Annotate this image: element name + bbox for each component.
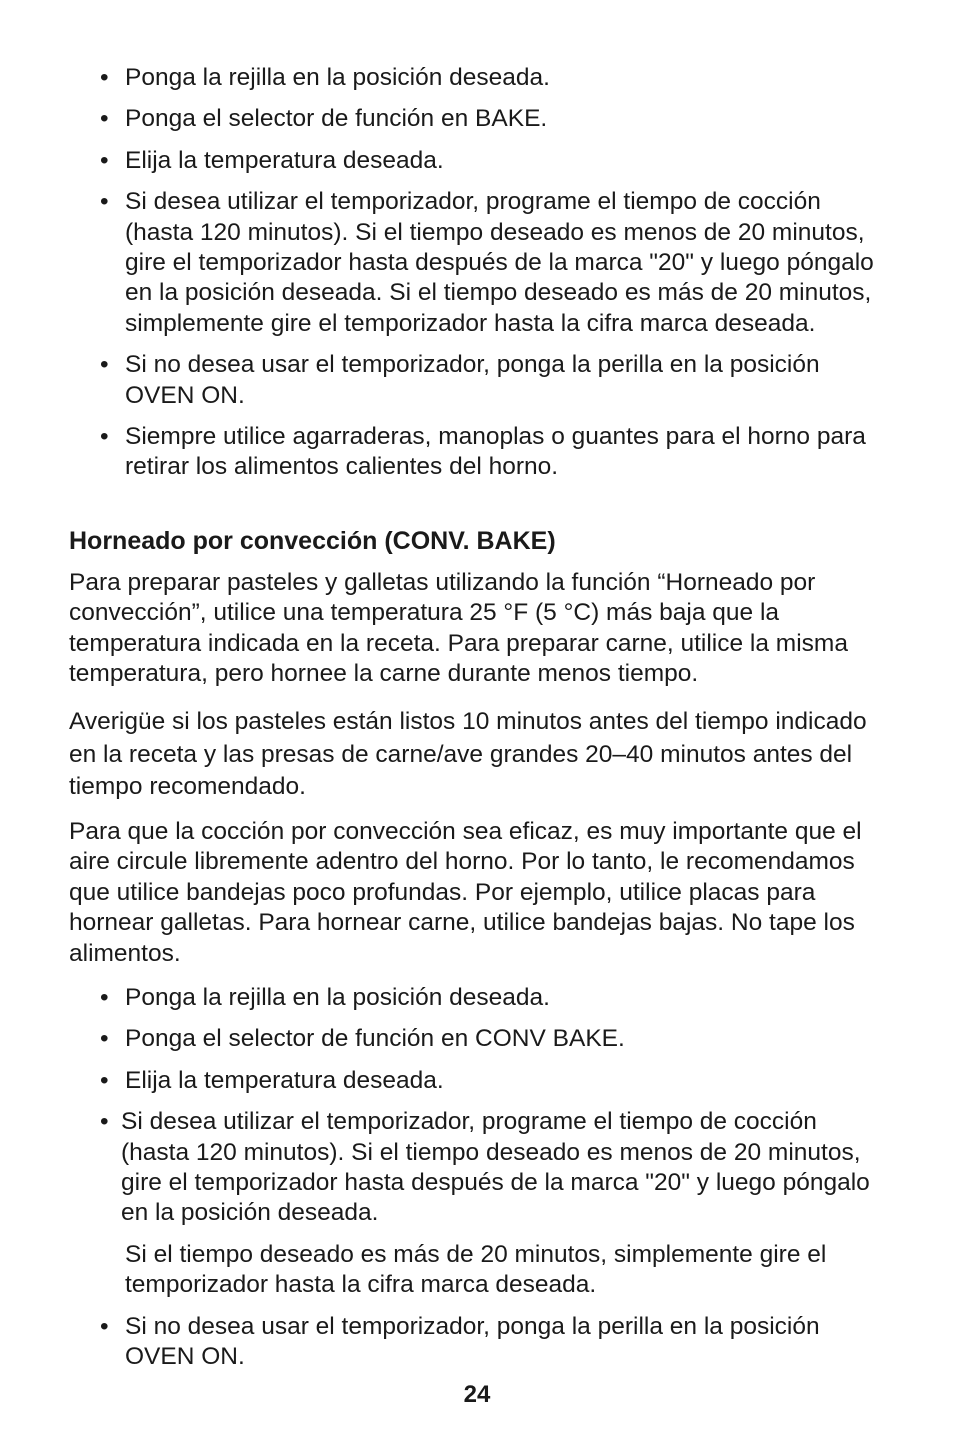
bullet: • [100,146,109,174]
list-item-text: Si no desea usar el temporizador, ponga la perilla en la posición OVEN ON. [125,351,820,409]
list-item [70,146,890,176]
paragraph: Para preparar pasteles y galletas utilizando la función “Horneado por convección”, utilice una temperatura 25 °F (5 °C) más baja que la temperatura indicada en la receta. Para preparar carne, utilice la misma temperatura, pero hornee la carne durante menos tiempo. [69,569,848,688]
list-item-text: Ponga el selector de función en BAKE. [125,105,548,133]
bake-steps-list [70,63,890,494]
bullet: • [100,351,109,379]
list-item-text: Siempre utilice agarraderas, manoplas o guantes para el horno para retirar los alimentos calientes del horno. [125,423,866,481]
list-item [70,104,890,134]
list-item [70,350,890,411]
bullet: • [100,1108,109,1136]
bullet: • [100,188,109,216]
bullet: • [100,1066,109,1094]
list-item-text: Elija la temperatura deseada. [125,1066,444,1094]
section-heading: Horneado por convección (CONV. BAKE) [69,527,556,555]
conv-bake-steps-list [70,983,890,1383]
list-item-text: Si no desea usar el temporizador, ponga la perilla en la posición OVEN ON. [125,1312,820,1371]
paragraph: Averigüe si los pasteles están listos 10 minutos antes del tiempo indicado en la receta y las presas de carne/ave grandes 20–40 minutos antes del tiempo recomendado. [69,708,867,800]
bullet: • [100,64,109,91]
bullet: • [100,984,109,1011]
bullet: • [100,105,109,133]
list-item-text: Ponga la rejilla en la posición deseada. [125,64,550,91]
list-item-text: Ponga la rejilla en la posición deseada. [125,984,550,1011]
bullet: • [100,1312,109,1340]
bullet: • [100,1025,109,1053]
list-item [70,1066,890,1096]
list-item [70,187,890,339]
list-item [70,63,890,93]
bullet: • [100,423,109,451]
list-item [70,1107,890,1300]
list-item-text: Elija la temperatura deseada. [125,146,444,174]
list-item-text: Si desea utilizar el temporizador, programe el tiempo de cocción (hasta 120 minutos). Si el tiempo deseado es menos de 20 minutos, gire el temporizador hasta después de la marca "20" y luego póngalo en la posición deseada. [121,1108,870,1227]
paragraph: Para que la cocción por convección sea eficaz, es muy importante que el aire circule libremente adentro del horno. Por lo tanto, le recomendamos que utilice bandejas poco profundas. Por ejemplo, utilice placas para hornear galletas. Para hornear carne, utilice bandejas bajas. No tape los alimentos. [69,818,862,967]
list-item-text: Ponga el selector de función en CONV BAKE. [125,1025,625,1053]
page-number: 24 [463,1381,491,1408]
list-item-text: Si desea utilizar el temporizador, programe el tiempo de cocción (hasta 120 minutos). Si el tiempo deseado es menos de 20 minutos, gire el temporizador hasta después de la marca "20" y luego póngalo en la posición deseada. Si el tiempo deseado es más de 20 minutos, simplemente gire el temporizador hasta la cifra marca deseada. [125,188,874,337]
list-item [70,1024,890,1054]
list-item-continuation: Si el tiempo deseado es más de 20 minutos, simplemente gire el temporizador hasta la cifra marca deseada. [125,1240,827,1299]
list-item [70,1312,890,1373]
list-item [70,422,890,483]
list-item [70,983,890,1013]
